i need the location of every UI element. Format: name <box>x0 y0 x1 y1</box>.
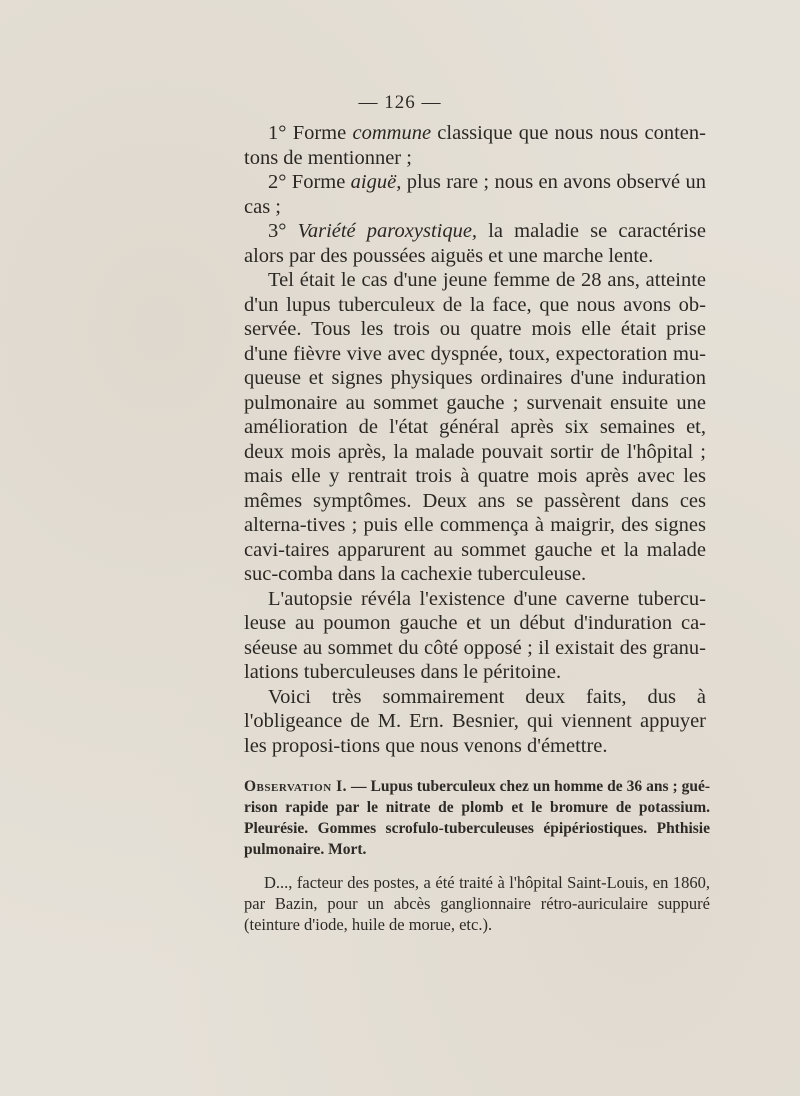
item-emphasis: Variété paroxystique, <box>297 220 478 242</box>
paragraph-case-young-woman: Tel était le cas d'une jeune femme de 28 ans, atteinte d'un lupus tuberculeux de la face, que nous avons ob-servée. Tous les trois ou quatre mois elle était prise d'une fièvre vive avec dyspnée, toux, expectoration mu-queuse et signes physiques ordinaires d'une induration pulmonaire au sommet gauche ; survenait ensuite une amélioration de l'état général après six semaines et, deux mois après, la malade pouvait sortir de l'hôpital ; mais elle y rentrait trois à quatre mois après avec les mêmes symptômes. Deux ans se passèrent dans ces alterna-tives ; puis elle commença à maigrir, des signes cavi-taires apparurent au sommet gauche et la malade suc-comba dans la cachexie tuberculeuse. <box>244 269 706 585</box>
paragraph-besnier: Voici très sommairement deux faits, dus à l'obligeance de M. Ern. Besnier, qui viennent appuyer les proposi-tions que nous venons d'émettre. <box>244 685 706 757</box>
item-text: plus rare ; nous en avons observé un cas ; <box>244 171 706 218</box>
observation-heading <box>244 776 710 860</box>
item-prefix: 3° <box>268 220 298 242</box>
paragraph-forme-commune <box>244 121 706 170</box>
item-emphasis: aiguë, <box>350 171 402 193</box>
paragraph-autopsy: L'autopsie révéla l'existence d'une caverne tubercu-leuse au poumon gauche et un début d'induration ca-séeuse au sommet du côté opposé ; il existait des granu-lations tuberculeuses dans le péritoine. <box>244 587 706 683</box>
paragraph-variete-paroxystique <box>244 219 706 268</box>
paragraph-forme-aigue <box>244 170 706 219</box>
item-emphasis: commune <box>352 122 432 144</box>
item-text: classique que nous nous conten-tons de mentionner ; <box>244 122 706 169</box>
observation-title: — Lupus tuberculeux chez un homme de 36 ans ; gué-rison rapide par le nitrate de plomb et le bromure de potassium. Pleurésie. Gommes scrofulo-tuberculeuses épipériostiques. Phthisie pulmonaire. Mort. <box>244 778 710 858</box>
observation-body: D..., facteur des postes, a été traité à l'hôpital Saint-Louis, en 1860, par Bazin, pour un abcès ganglionnaire rétro-auriculaire suppuré (teinture d'iode, huile de morue, etc.). <box>244 873 710 934</box>
observation-section <box>244 776 710 935</box>
item-prefix: 1° Forme <box>268 122 353 144</box>
page-number: — 126 — <box>358 92 442 113</box>
main-text <box>244 121 706 758</box>
item-text: la maladie se caractérise alors par des poussées aiguës et une marche lente. <box>244 220 706 267</box>
item-prefix: 2° Forme <box>268 171 351 193</box>
observation-label: Observation I. <box>244 778 348 795</box>
